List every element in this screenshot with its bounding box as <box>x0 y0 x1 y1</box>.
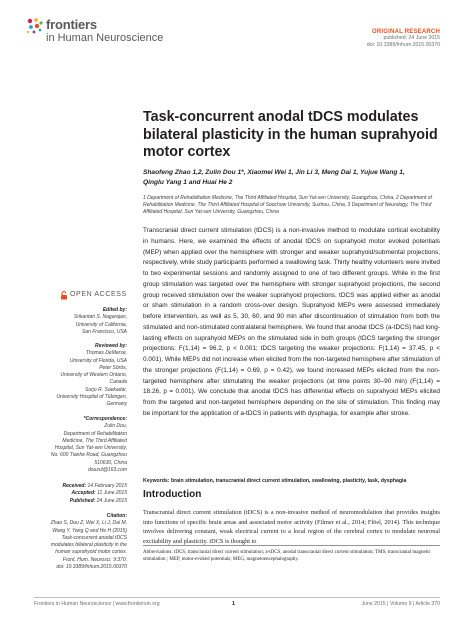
correspondence-line: 510630, China <box>94 459 127 466</box>
citation-line: human suprahyoid motor cortex. <box>55 549 127 556</box>
affiliations: 1 Department of Rehabilitation Medicine, The Third Affiliated Hospital, Sun Yat-sen University, Guangzhou, China, 2 Department of Rehabilitation Medicine, The Third Affiliated Hospital of Soochow University, Suzhou, China, 3 Department of Neurology, The Third Affiliated Hospital, Sun Yat-sen University, Guangzhou, China <box>143 195 432 216</box>
citation-block <box>7 513 127 571</box>
open-access-label: OPEN ACCESS <box>70 291 127 298</box>
open-access-icon <box>60 291 68 300</box>
reviewer-line: Canada <box>109 379 127 386</box>
article-title: Task-concurrent anodal tDCS modulates bilateral plasticity in the human suprahyoid motor cortex <box>143 109 438 160</box>
citation-line: modulates bilateral plasticity in the <box>50 542 127 549</box>
published-date-side: 24 June 2015 <box>96 497 127 504</box>
author-line[interactable]: Qinglu Yang 1 and Huai He 2 <box>143 179 233 186</box>
frontiers-dots-icon <box>26 17 44 35</box>
citation-line: Wang Y, Yang Q and He H (2015) <box>52 527 127 534</box>
doi[interactable]: doi: 10.3389/fnhum.2015.00370 <box>366 42 440 48</box>
citation-doi[interactable]: doi: 10.3389/fnhum.2015.00370 <box>56 564 127 571</box>
brand-name: frontiers <box>46 17 97 32</box>
received-label: Received: <box>62 483 87 489</box>
frontiers-logo[interactable] <box>26 16 186 54</box>
citation-label: Citation: <box>106 513 127 519</box>
footer-divider <box>34 597 440 598</box>
published-label: Published: <box>69 497 96 504</box>
page-footer <box>0 600 474 614</box>
accepted-date: 11 June 2015 <box>97 490 127 497</box>
citation-line: Zhao S, Dou Z, Wei X, Li J, Dai M, <box>50 520 127 527</box>
abstract: Transcranial direct current stimulation (tDCS) is a non-invasive method to modulate cortical excitability in humans. Here, we examined the effects of anodal tDCS on suprahyoid motor evoked potentials (MEP) when applied over the hemisphere with stronger and weaker suprahyoid/submental projections, respectively, while study participants performed a swallowing task. Thirty healthy volunteers were invited to two experimental sessions and randomly assigned to one of two different groups. While in the first group stimulation was targeted over the hemisphere with stronger suprahyoid projections, the second group received stimulation over the weaker suprahyoid projections. tDCS was applied either as anodal or sham stimulation in a random cross-over design. Suprahyoid MEPs were assessed immediately before intervention, as well as 5, 30, 60, and 90 min after discontinuation of stimulation from both the stimulated and non-stimulated contralateral hemisphere. We found that anodal tDCS (a-tDCS) had long-lasting effects on suprahyoid MEPs on the stimulated side in both groups (tDCS targeting the stronger projections: F(1,14) = 96.2, p < 0.001; tDCS targeting the weaker projections: F(1,14) = 37.45, p < 0.001). While MEPs did not increase when elicited from the non-targeted hemisphere after stimulation of the stronger projections (F(1,14) = 0.69, p = 0.42), we found increased MEPs elicited from the non-targeted hemisphere after stimulating the weaker projections (at time points 30–90 min) (F(1,14) = 18.26, p = 0.001). We conclude that anodal tDCS has differential effects on suprahyoid MEPs elicited from the targeted and non-targeted hemisphere depending on the site of stimulation. This finding may be important for the application of a-tDCS in patients with dysphagia, for example after stroke. <box>143 227 440 417</box>
edited-by-label: Edited by: <box>102 307 127 313</box>
edited-by-block <box>7 307 127 336</box>
reviewer-line: University Hospital of Tübingen, <box>56 394 127 401</box>
editor-line[interactable]: Srikantan S. Nagarajan, <box>73 314 127 321</box>
correspondence-line: Zulin Dou, <box>104 423 127 430</box>
received-date: 14 February 2015 <box>87 483 127 489</box>
editor-line: San Francisco, USA <box>81 328 127 335</box>
correspondence-label: *Correspondence: <box>83 416 127 422</box>
page-header <box>0 0 474 60</box>
correspondence-block <box>7 416 127 474</box>
email-link[interactable]: douzul@163.com <box>88 467 127 474</box>
reviewer-line: University of Western Ontario, <box>60 372 127 379</box>
reviewed-by-block <box>7 343 127 409</box>
keywords-wrap <box>143 478 440 485</box>
author-list <box>143 168 433 188</box>
section-heading: Introduction <box>143 489 202 500</box>
footer-issue: June 2015 | Volume 9 | Article 370 <box>361 601 440 607</box>
reviewer-line[interactable]: Thomas DeMarse, <box>85 350 127 357</box>
reviewer-line: Germany <box>106 401 127 408</box>
reviewer-line[interactable]: Peter Sörös, <box>99 364 127 371</box>
divider <box>143 545 440 546</box>
article-meta <box>367 29 440 49</box>
abbreviations: Abbreviations: tDCS, transcranial direct current stimulation; a-tDCS, anodal transcranial direct current stimulation; TMS, transcranial magnetic stimulation ; MEP, motor-evoked potentials; MEG, magnetoencephalography. <box>143 550 431 563</box>
keywords: Keywords: brain stimulation, transcranial direct current stimulation, swallowing, plasticity, task, dysphagia <box>143 478 407 484</box>
journal-name: in Human Neuroscience <box>46 32 164 44</box>
reviewed-by-label: Reviewed by: <box>95 343 127 349</box>
editor-line: University of California, <box>75 321 127 328</box>
footer-journal-link[interactable]: Frontiers in Human Neuroscience | www.frontiersin.org <box>34 601 160 607</box>
citation-line: Task-concurrent anodal tDCS <box>61 534 127 541</box>
correspondence-line: Department of Rehabilitation <box>63 430 127 437</box>
reviewer-line[interactable]: Surjo R. Soekadar, <box>85 386 127 393</box>
article-type: ORIGINAL RESEARCH <box>372 29 440 35</box>
page-number: 1 <box>232 601 235 607</box>
dates-block <box>7 483 127 505</box>
correspondence-line: No. 600 Tianhe Road, Guangzhou <box>50 452 127 459</box>
intro-text: Transcranial direct current stimulation (tDCS) is a non-invasive method of neuromodulation that provides insights into functions of specific brain areas and associated motor activity (Filmer et al., 2014; Flöel, 2014). This technique involves delivering constant, weak electrical current to a local region of the cerebral cortex to modulate neuronal excitability and plasticity. tDCS is thought to <box>143 509 440 545</box>
citation-line: Front. Hum. Neurosci. 9:370. <box>62 556 127 563</box>
author-line[interactable]: Shaofeng Zhao 1,2, Zulin Dou 1*, Xiaomei Wei 1, Jin Li 3, Meng Dai 1, Yujue Wang 1, <box>143 169 405 176</box>
published-date: published: 24 June 2015 <box>383 35 440 41</box>
correspondence-line: Medicine, The Third Affiliated <box>62 437 127 444</box>
reviewer-line: University of Florida, USA <box>69 357 127 364</box>
accepted-label: Accepted: <box>71 490 96 497</box>
correspondence-line: Hospital, Sun Yat-sen University, <box>54 445 127 452</box>
